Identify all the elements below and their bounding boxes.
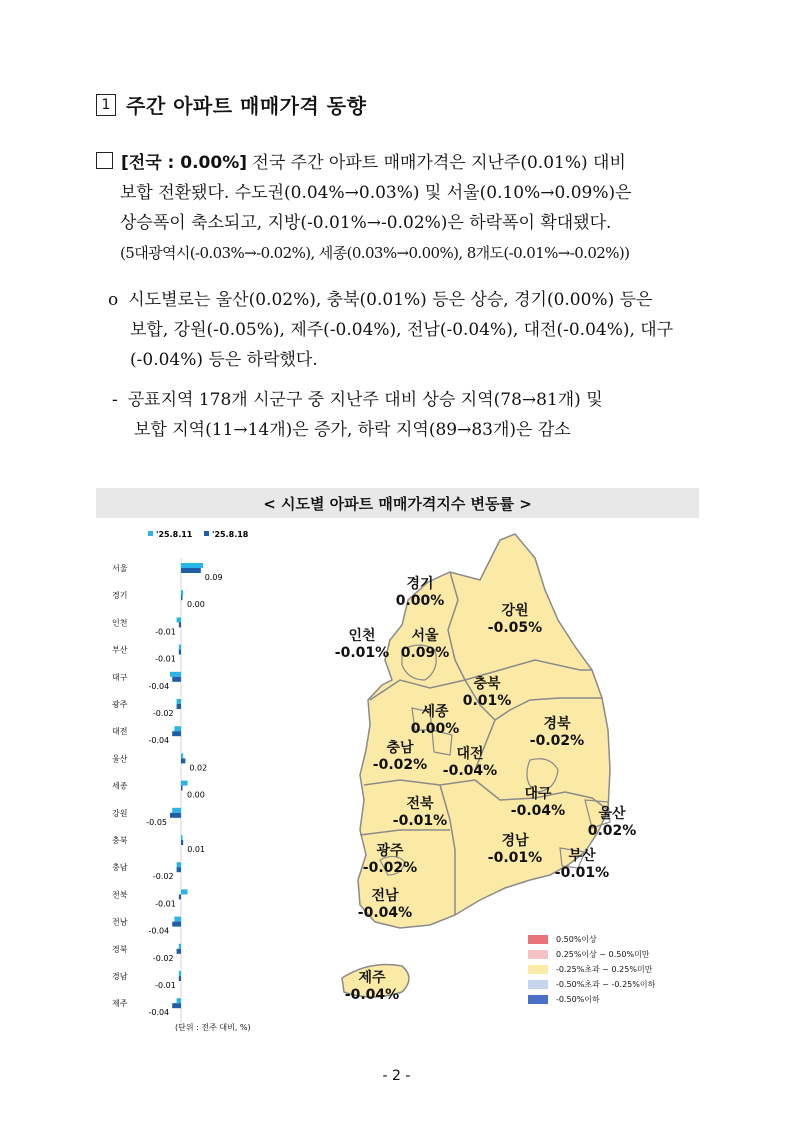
value-label: -0.05 xyxy=(146,817,167,827)
bar-1 xyxy=(172,922,181,927)
value-label: -0.01 xyxy=(155,981,176,990)
bar-1 xyxy=(170,813,181,818)
map-region-name: 경남 xyxy=(501,833,529,849)
bar-1 xyxy=(172,731,181,736)
value-label: -0.04 xyxy=(148,736,170,746)
category-label: 서울 xyxy=(112,564,128,573)
bar-0 xyxy=(177,699,181,704)
bar-1 xyxy=(181,786,183,791)
category-label: 세종 xyxy=(112,781,128,791)
map-region-name: 충남 xyxy=(386,740,414,756)
legend-label: -0.25%초과 ~ 0.25%미만 xyxy=(556,965,653,974)
bar-0 xyxy=(181,835,183,840)
unit-note: (단위 : 전주 대비, %) xyxy=(175,1023,251,1032)
bullet-regional-text-1: 시도별로는 울산(0.02%), 충북(0.01%) 등은 상승, 경기(0.00%) 등은 xyxy=(128,290,653,310)
map-region-name: 대구 xyxy=(524,786,552,802)
bar-0 xyxy=(177,998,181,1003)
map-region-name: 서울 xyxy=(411,628,439,644)
bullet-districts-line-2: 보합 지역(11→14개)은 증가, 하락 지역(89→83개)은 감소 xyxy=(134,420,571,440)
map-region-value: -0.01% xyxy=(487,850,543,866)
bar-1 xyxy=(177,867,181,872)
map-region-value: -0.04% xyxy=(442,763,498,779)
bar-1 xyxy=(177,949,181,954)
legend-row xyxy=(528,932,655,947)
bar-0 xyxy=(177,862,181,867)
category-label: 충북 xyxy=(112,836,128,845)
category-label: 강원 xyxy=(112,808,128,818)
legend-swatch-0 xyxy=(148,531,153,536)
map-region-value: -0.04% xyxy=(344,987,400,1003)
bar-1 xyxy=(181,595,183,600)
value-label: -0.02 xyxy=(152,872,174,882)
category-label: 대구 xyxy=(112,672,128,682)
national-rate-lead: [전국 : 0.00%] xyxy=(121,153,247,173)
category-label: 인천 xyxy=(112,618,128,628)
map-region-name: 전북 xyxy=(406,796,434,812)
map-region-value: -0.02% xyxy=(372,757,428,773)
bar-0 xyxy=(179,944,181,949)
map-region-name: 전남 xyxy=(371,888,399,904)
bar-1 xyxy=(179,650,181,655)
legend-label-0: '25.8.11 xyxy=(156,530,193,539)
legend-swatch xyxy=(528,950,548,959)
value-label: -0.02 xyxy=(152,953,174,963)
map-region-name: 인천 xyxy=(348,628,376,644)
map-region-value: -0.02% xyxy=(529,733,585,749)
bar-0 xyxy=(181,753,183,758)
map-region-value: -0.05% xyxy=(487,620,543,636)
bar-0 xyxy=(177,617,181,622)
map-region-value: 0.00% xyxy=(410,721,460,737)
page-number: - 2 - xyxy=(382,1068,411,1084)
bullet-districts xyxy=(112,385,700,445)
summary-paragraph xyxy=(96,148,700,268)
map-region-value: -0.04% xyxy=(510,803,566,819)
map-region-value: -0.01% xyxy=(392,813,448,829)
regional-bar-chart xyxy=(96,522,326,1022)
legend-row xyxy=(528,962,655,977)
map-region-value: -0.01% xyxy=(554,865,610,881)
bullet-regional-line-3: (-0.04%) 등은 하락했다. xyxy=(130,350,318,370)
value-label: -0.01 xyxy=(155,627,176,637)
summary-lead-rest: 전국 주간 아파트 매매가격은 지난주(0.01%) 대비 xyxy=(247,153,626,173)
bar-0 xyxy=(172,808,181,813)
dash-marker: - xyxy=(112,390,118,410)
bar-0 xyxy=(174,917,181,922)
map-region-value: -0.04% xyxy=(357,905,413,921)
section-title xyxy=(96,90,366,119)
category-label: 대전 xyxy=(112,727,128,737)
value-label: -0.01 xyxy=(155,654,176,664)
bullet-regional-line-2: 보합, 강원(-0.05%), 제주(-0.04%), 전남(-0.04%), 대전(-0.04%), 대구 xyxy=(130,320,674,340)
value-label: 0.00 xyxy=(187,600,205,610)
value-label: -0.01 xyxy=(155,899,176,909)
summary-line-1 xyxy=(96,148,700,178)
value-label: 0.02 xyxy=(189,763,208,773)
map-region-name: 경기 xyxy=(406,576,434,592)
map-region-name: 광주 xyxy=(376,843,404,859)
map-region-name: 충북 xyxy=(473,676,501,692)
map-region-value: -0.02% xyxy=(362,860,418,876)
bar-0 xyxy=(181,563,203,568)
value-label: -0.04 xyxy=(148,926,170,936)
bar-0 xyxy=(174,726,181,731)
category-label: 울산 xyxy=(112,754,128,764)
legend-swatch xyxy=(528,995,548,1004)
bar-1 xyxy=(181,568,201,573)
bar-0 xyxy=(179,971,181,976)
legend-swatch xyxy=(528,935,548,944)
bar-0 xyxy=(181,781,188,786)
value-label: 0.01 xyxy=(187,845,206,854)
category-label: 경북 xyxy=(112,944,128,954)
bar-0 xyxy=(181,590,183,595)
value-label: -0.04 xyxy=(148,681,170,691)
bar-1 xyxy=(181,840,183,845)
category-label: 전북 xyxy=(112,890,128,900)
map-region-name: 강원 xyxy=(501,603,529,619)
legend-swatch xyxy=(528,965,548,974)
legend-label: 0.50%이상 xyxy=(556,935,597,944)
checkbox-square-icon xyxy=(96,152,113,169)
value-label: 0.09 xyxy=(204,573,223,582)
map-region-name: 울산 xyxy=(598,806,626,822)
legend-label-1: '25.8.18 xyxy=(212,530,249,539)
legend-row xyxy=(528,947,655,962)
legend-swatch-1 xyxy=(204,531,209,536)
category-label: 경남 xyxy=(112,972,128,981)
map-region-name: 부산 xyxy=(568,848,596,864)
summary-line-4: (5대광역시(-0.03%→-0.02%), 세종(0.03%→0.00%), 8개도(-0.01%→-0.02%)) xyxy=(120,244,630,262)
map-region-value: 0.02% xyxy=(587,823,637,839)
legend-label: 0.25%이상 ~ 0.50%미만 xyxy=(556,950,650,959)
map-region-name: 경북 xyxy=(543,716,571,732)
legend-label: -0.50%이하 xyxy=(556,995,600,1004)
legend-swatch xyxy=(528,980,548,989)
bullet-marker: o xyxy=(108,290,119,310)
category-label: 전남 xyxy=(112,917,128,927)
value-label: -0.02 xyxy=(152,709,174,718)
category-label: 경기 xyxy=(112,591,128,601)
bar-1 xyxy=(172,677,181,682)
legend-row xyxy=(528,992,655,1007)
bar-0 xyxy=(181,889,188,894)
map-region-value: 0.01% xyxy=(462,693,512,709)
bar-1 xyxy=(179,894,181,899)
section-number-box: 1 xyxy=(96,94,116,116)
map-legend xyxy=(528,932,655,1007)
bullet-regional xyxy=(108,285,700,375)
bar-0 xyxy=(170,672,181,677)
bar-1 xyxy=(179,622,181,627)
category-label: 충남 xyxy=(112,863,128,873)
bullet-districts-text-1: 공표지역 178개 시군구 중 지난주 대비 상승 지역(78→81개) 및 xyxy=(127,390,603,410)
bar-1 xyxy=(172,1003,181,1008)
bar-1 xyxy=(179,976,181,981)
category-label: 제주 xyxy=(112,999,128,1009)
category-label: 광주 xyxy=(112,700,128,709)
map-region-value: 0.00% xyxy=(395,593,445,609)
map-region-value: 0.09% xyxy=(400,645,450,661)
section-heading: 주간 아파트 매매가격 동향 xyxy=(126,94,367,118)
map-region-name: 세종 xyxy=(421,704,449,720)
category-label: 부산 xyxy=(112,645,128,655)
bar-0 xyxy=(179,645,181,650)
bullet-districts-line-1 xyxy=(112,385,700,415)
map-region-name: 제주 xyxy=(358,970,386,986)
bar-1 xyxy=(181,758,185,763)
map-region-name: 대전 xyxy=(456,746,484,762)
legend-row xyxy=(528,977,655,992)
map-region-value: -0.01% xyxy=(334,645,390,661)
figure-title: < 시도별 아파트 매매가격지수 변동률 > xyxy=(96,488,699,518)
bullet-regional-line-1 xyxy=(108,285,700,315)
value-label: -0.04 xyxy=(148,1008,170,1018)
value-label: 0.00 xyxy=(187,790,205,800)
legend-label: -0.50%초과 ~ -0.25%이하 xyxy=(556,980,656,989)
summary-line-3: 상승폭이 축소되고, 지방(-0.01%→-0.02%)은 하락폭이 확대됐다. xyxy=(120,213,612,233)
bar-1 xyxy=(177,704,181,709)
summary-line-2: 보합 전환됐다. 수도권(0.04%→0.03%) 및 서울(0.10%→0.09%)은 xyxy=(120,183,632,203)
